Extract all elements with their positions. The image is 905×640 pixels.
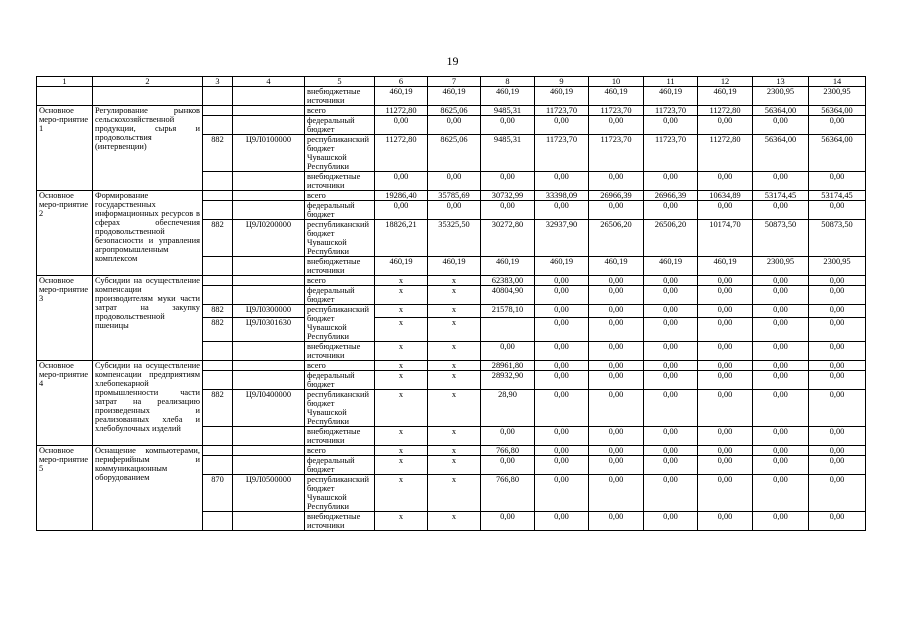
grbs-cell [203,257,233,276]
value-cell: x [375,371,428,390]
header-cell: 12 [698,77,753,87]
grbs-cell [203,201,233,220]
value-cell: x [428,390,481,427]
value-cell: 460,19 [375,257,428,276]
csr-cell [233,276,305,286]
value-cell: 0,00 [753,446,809,456]
grbs-cell [203,512,233,531]
value-cell: x [428,286,481,305]
value-cell: 0,00 [589,286,644,305]
value-cell: 11723,70 [535,106,589,116]
value-cell: 0,00 [535,512,589,531]
value-cell: 0,00 [809,371,866,390]
source-cell: федеральный бюджет [305,286,375,305]
activity-description: Оснащение компьютерами, периферийным и коммуникационным оборудованием [93,446,203,531]
source-cell: всего [305,191,375,201]
value-cell: 0,00 [481,201,535,220]
csr-cell [233,512,305,531]
value-cell: 0,00 [589,116,644,135]
value-cell: 0,00 [698,116,753,135]
value-cell: 11272,80 [375,135,428,172]
value-cell: 2300,95 [809,257,866,276]
value-cell: x [428,456,481,475]
table-row [37,87,866,106]
header-cell: 1 [37,77,93,87]
grbs-cell [203,371,233,390]
value-cell: 0,00 [535,371,589,390]
value-cell: 62383,00 [481,276,535,286]
value-cell: 0,00 [644,456,698,475]
value-cell: 0,00 [589,475,644,512]
csr-cell [233,446,305,456]
value-cell: 2300,95 [753,87,809,106]
csr-cell [233,371,305,390]
value-cell: 0,00 [698,172,753,191]
activity-description: Субсидии на осуществление компенсации производителям муки части затрат на закупку продовольственной пшеницы [93,276,203,361]
value-cell: x [428,318,481,342]
page-number: 19 [446,54,459,68]
value-cell: 0,00 [698,361,753,371]
value-cell: 0,00 [644,201,698,220]
grbs-cell: 870 [203,475,233,512]
value-cell: 0,00 [809,446,866,456]
value-cell: x [375,390,428,427]
source-cell: внебюджетные источники [305,512,375,531]
source-cell: внебюджетные источники [305,342,375,361]
value-cell: 0,00 [535,342,589,361]
value-cell: 0,00 [589,456,644,475]
value-cell: 40804,90 [481,286,535,305]
csr-cell: Ц9Л0500000 [233,475,305,512]
value-cell: 0,00 [809,475,866,512]
value-cell: x [375,342,428,361]
value-cell: 0,00 [753,116,809,135]
value-cell: x [428,512,481,531]
value-cell: 0,00 [698,201,753,220]
value-cell: 0,00 [428,172,481,191]
grbs-cell: 882 [203,390,233,427]
grbs-cell [203,342,233,361]
value-cell: 0,00 [589,371,644,390]
grbs-cell [203,446,233,456]
value-cell: 26966,39 [644,191,698,201]
value-cell: 0,00 [481,172,535,191]
value-cell: 0,00 [809,427,866,446]
value-cell: 56364,00 [753,135,809,172]
value-cell: 30272,80 [481,220,535,257]
csr-cell: Ц9Л0400000 [233,390,305,427]
header-cell: 10 [589,77,644,87]
value-cell: 26506,20 [589,220,644,257]
empty-cell [203,87,233,106]
source-cell: федеральный бюджет [305,116,375,135]
value-cell: 0,00 [644,305,698,318]
csr-cell: Ц9Л0301630 [233,318,305,342]
activity-description: Субсидии на осуществление компенсации предприятиям хлебопекарной промышленности части затрат на реализацию произведенных и реализованных хлеба и хлебобулочных изделий [93,361,203,446]
value-cell: x [428,361,481,371]
value-cell: 460,19 [589,87,644,106]
header-cell: 9 [535,77,589,87]
value-cell: 0,00 [698,371,753,390]
header-cell: 3 [203,77,233,87]
value-cell: 0,00 [535,361,589,371]
header-cell: 6 [375,77,428,87]
value-cell: 8625,06 [428,135,481,172]
value-cell: 18826,21 [375,220,428,257]
value-cell: 11272,80 [698,106,753,116]
value-cell: 0,00 [753,512,809,531]
value-cell: 766,80 [481,475,535,512]
source-cell: всего [305,446,375,456]
value-cell: 53174,45 [753,191,809,201]
value-cell: x [375,305,428,318]
value-cell: x [428,475,481,512]
activity-title: Основное меро-приятие 5 [37,446,93,531]
value-cell: 0,00 [809,172,866,191]
value-cell: 0,00 [589,318,644,342]
value-cell: 2300,95 [753,257,809,276]
value-cell: 0,00 [644,116,698,135]
header-cell: 14 [809,77,866,87]
value-cell: 0,00 [535,286,589,305]
value-cell: 460,19 [644,87,698,106]
value-cell: 0,00 [698,456,753,475]
value-cell: 9485,31 [481,135,535,172]
value-cell: 53174,45 [809,191,866,201]
value-cell: 0,00 [809,305,866,318]
value-cell: 0,00 [644,371,698,390]
grbs-cell [203,276,233,286]
table-row [37,106,866,116]
value-cell: 19286,40 [375,191,428,201]
value-cell: 460,19 [428,87,481,106]
value-cell: 460,19 [375,87,428,106]
grbs-cell: 882 [203,135,233,172]
csr-cell [233,286,305,305]
value-cell: 0,00 [809,342,866,361]
value-cell: 32937,90 [535,220,589,257]
value-cell: x [375,427,428,446]
value-cell: 0,00 [753,361,809,371]
value-cell: 0,00 [589,390,644,427]
source-cell: республиканский бюджет Чувашской Республики [305,135,375,172]
value-cell: 0,00 [809,276,866,286]
csr-cell: Ц9Л0200000 [233,220,305,257]
source-cell: федеральный бюджет [305,371,375,390]
value-cell: x [428,305,481,318]
source-cell: республиканский бюджет Чувашской Республики [305,390,375,427]
value-cell: 0,00 [481,512,535,531]
value-cell: 0,00 [428,116,481,135]
value-cell: 460,19 [481,87,535,106]
value-cell: 0,00 [753,371,809,390]
value-cell: 460,19 [535,87,589,106]
header-cell: 4 [233,77,305,87]
source-cell: всего [305,276,375,286]
value-cell: 0,00 [535,172,589,191]
source-cell: республиканский бюджет Чувашской Республики [305,305,375,342]
activity-title: Основное меро-приятие 1 [37,106,93,191]
value-cell: 11272,80 [698,135,753,172]
value-cell: 0,00 [589,172,644,191]
activity-description: Регулирование рынков сельскохозяйственной продукции, сырья и продовольствия (интервенции) [93,106,203,191]
header-cell: 2 [93,77,203,87]
value-cell: 460,19 [428,257,481,276]
value-cell: 0,00 [481,456,535,475]
value-cell: 460,19 [698,87,753,106]
value-cell: 460,19 [644,257,698,276]
value-cell: 0,00 [535,201,589,220]
value-cell: 0,00 [644,318,698,342]
value-cell: 11723,70 [644,106,698,116]
value-cell: 11723,70 [644,135,698,172]
value-cell: 0,00 [698,305,753,318]
value-cell: 28,90 [481,390,535,427]
value-cell: 0,00 [809,318,866,342]
value-cell: 0,00 [753,390,809,427]
value-cell: 0,00 [589,361,644,371]
value-cell: 0,00 [753,286,809,305]
value-cell: x [375,456,428,475]
budget-table [36,76,866,531]
value-cell: 0,00 [589,201,644,220]
value-cell: 0,00 [535,475,589,512]
value-cell: 0,00 [644,342,698,361]
source-cell: всего [305,106,375,116]
value-cell: 460,19 [698,257,753,276]
activity-title: Основное меро-приятие 4 [37,361,93,446]
value-cell: 0,00 [698,342,753,361]
value-cell: 0,00 [698,390,753,427]
value-cell: 0,00 [535,318,589,342]
value-cell: 0,00 [589,276,644,286]
value-cell: 0,00 [535,305,589,318]
value-cell: x [375,361,428,371]
value-cell: 0,00 [809,456,866,475]
grbs-cell: 882 [203,318,233,342]
value-cell: 0,00 [753,427,809,446]
csr-cell: Ц9Л0300000 [233,305,305,318]
source-cell: федеральный бюджет [305,201,375,220]
value-cell: 0,00 [753,475,809,512]
grbs-cell [203,456,233,475]
value-cell: 0,00 [753,456,809,475]
value-cell: x [375,446,428,456]
value-cell: 0,00 [535,390,589,427]
grbs-cell [203,191,233,201]
grbs-cell: 882 [203,305,233,318]
value-cell: 21578,10 [481,305,535,318]
value-cell: 0,00 [698,276,753,286]
value-cell: 0,00 [644,475,698,512]
value-cell: 0,00 [809,286,866,305]
value-cell: 0,00 [698,475,753,512]
source-cell: федеральный бюджет [305,456,375,475]
value-cell: 0,00 [644,512,698,531]
value-cell: 0,00 [589,305,644,318]
header-cell: 7 [428,77,481,87]
value-cell: 33398,09 [535,191,589,201]
value-cell: 0,00 [589,427,644,446]
value-cell: 0,00 [375,201,428,220]
value-cell: 11723,70 [589,106,644,116]
value-cell: x [428,276,481,286]
header-cell: 13 [753,77,809,87]
csr-cell [233,456,305,475]
value-cell: 0,00 [753,276,809,286]
source-cell: всего [305,361,375,371]
csr-cell [233,116,305,135]
value-cell: 0,00 [589,342,644,361]
value-cell: 56364,00 [809,106,866,116]
value-cell: 0,00 [644,276,698,286]
value-cell: x [428,446,481,456]
value-cell: 0,00 [753,201,809,220]
value-cell: 11723,70 [535,135,589,172]
source-cell: внебюджетные источники [305,172,375,191]
value-cell: 0,00 [698,446,753,456]
value-cell: 0,00 [644,427,698,446]
value-cell: 0,00 [535,427,589,446]
value-cell: 0,00 [698,318,753,342]
value-cell: 0,00 [698,427,753,446]
table-row [37,276,866,286]
value-cell: 0,00 [698,286,753,305]
value-cell: 0,00 [809,512,866,531]
empty-cell [37,87,93,106]
value-cell: 0,00 [809,361,866,371]
value-cell: 30732,99 [481,191,535,201]
value-cell: 26506,20 [644,220,698,257]
activity-title: Основное меро-приятие 3 [37,276,93,361]
csr-cell [233,342,305,361]
csr-cell: Ц9Л0100000 [233,135,305,172]
value-cell: 0,00 [535,116,589,135]
empty-cell [233,87,305,106]
value-cell: 0,00 [589,512,644,531]
grbs-cell [203,361,233,371]
value-cell: 0,00 [535,446,589,456]
value-cell: 0,00 [644,390,698,427]
value-cell: 460,19 [481,257,535,276]
value-cell: 0,00 [644,446,698,456]
value-cell: 50873,50 [809,220,866,257]
value-cell: x [375,286,428,305]
csr-cell [233,201,305,220]
value-cell: 8625,06 [428,106,481,116]
value-cell: x [375,475,428,512]
csr-cell [233,172,305,191]
value-cell: 0,00 [753,342,809,361]
value-cell: x [428,371,481,390]
value-cell: 28961,80 [481,361,535,371]
csr-cell [233,361,305,371]
value-cell: 0,00 [809,390,866,427]
csr-cell [233,106,305,116]
value-cell: 766,80 [481,446,535,456]
value-cell: x [375,276,428,286]
value-cell: 460,19 [535,257,589,276]
value-cell: 0,00 [535,456,589,475]
value-cell: 0,00 [809,201,866,220]
value-cell: 0,00 [753,318,809,342]
value-cell: 11272,80 [375,106,428,116]
header-cell: 11 [644,77,698,87]
grbs-cell: 882 [203,220,233,257]
source-cell: республиканский бюджет Чувашской Республики [305,220,375,257]
value-cell: x [375,512,428,531]
value-cell: x [375,318,428,342]
grbs-cell [203,286,233,305]
grbs-cell [203,172,233,191]
value-cell: 0,00 [375,172,428,191]
value-cell: 11723,70 [589,135,644,172]
value-cell: 10634,89 [698,191,753,201]
value-cell: 35785,69 [428,191,481,201]
activity-title: Основное меро-приятие 2 [37,191,93,276]
source-cell: республиканский бюджет Чувашской Республики [305,475,375,512]
csr-cell [233,257,305,276]
value-cell: 460,19 [589,257,644,276]
table-row [37,191,866,201]
header-cell: 8 [481,77,535,87]
source-cell: внебюджетные источники [305,87,375,106]
value-cell: 0,00 [535,276,589,286]
value-cell: 56364,00 [809,135,866,172]
value-cell: 0,00 [644,286,698,305]
header-cell: 5 [305,77,375,87]
value-cell: 0,00 [481,427,535,446]
value-cell: 0,00 [481,342,535,361]
grbs-cell [203,116,233,135]
value-cell: x [428,427,481,446]
value-cell: 10174,70 [698,220,753,257]
value-cell: 0,00 [644,172,698,191]
value-cell: 56364,00 [753,106,809,116]
value-cell: 26966,39 [589,191,644,201]
table-row [37,361,866,371]
table-row [37,446,866,456]
value-cell: 35325,50 [428,220,481,257]
activity-description: Формирование государственных информационных ресурсов в сферах обеспечения продовольственной безопасности и управления агропромышленным комплексом [93,191,203,276]
value-cell: 0,00 [428,201,481,220]
value-cell: 0,00 [753,172,809,191]
value-cell: 0,00 [753,305,809,318]
grbs-cell [203,427,233,446]
csr-cell [233,191,305,201]
value-cell: 0,00 [481,116,535,135]
value-cell: x [428,342,481,361]
value-cell: 0,00 [698,512,753,531]
value-cell: 9485,31 [481,106,535,116]
value-cell: 0,00 [375,116,428,135]
empty-cell [93,87,203,106]
csr-cell [233,427,305,446]
source-cell: внебюджетные источники [305,257,375,276]
source-cell: внебюджетные источники [305,427,375,446]
value-cell: 0,00 [809,116,866,135]
value-cell: 28932,90 [481,371,535,390]
grbs-cell [203,106,233,116]
value-cell [481,318,535,342]
value-cell: 0,00 [589,446,644,456]
value-cell: 50873,50 [753,220,809,257]
value-cell: 0,00 [644,361,698,371]
value-cell: 2300,95 [809,87,866,106]
header-row [37,77,866,87]
